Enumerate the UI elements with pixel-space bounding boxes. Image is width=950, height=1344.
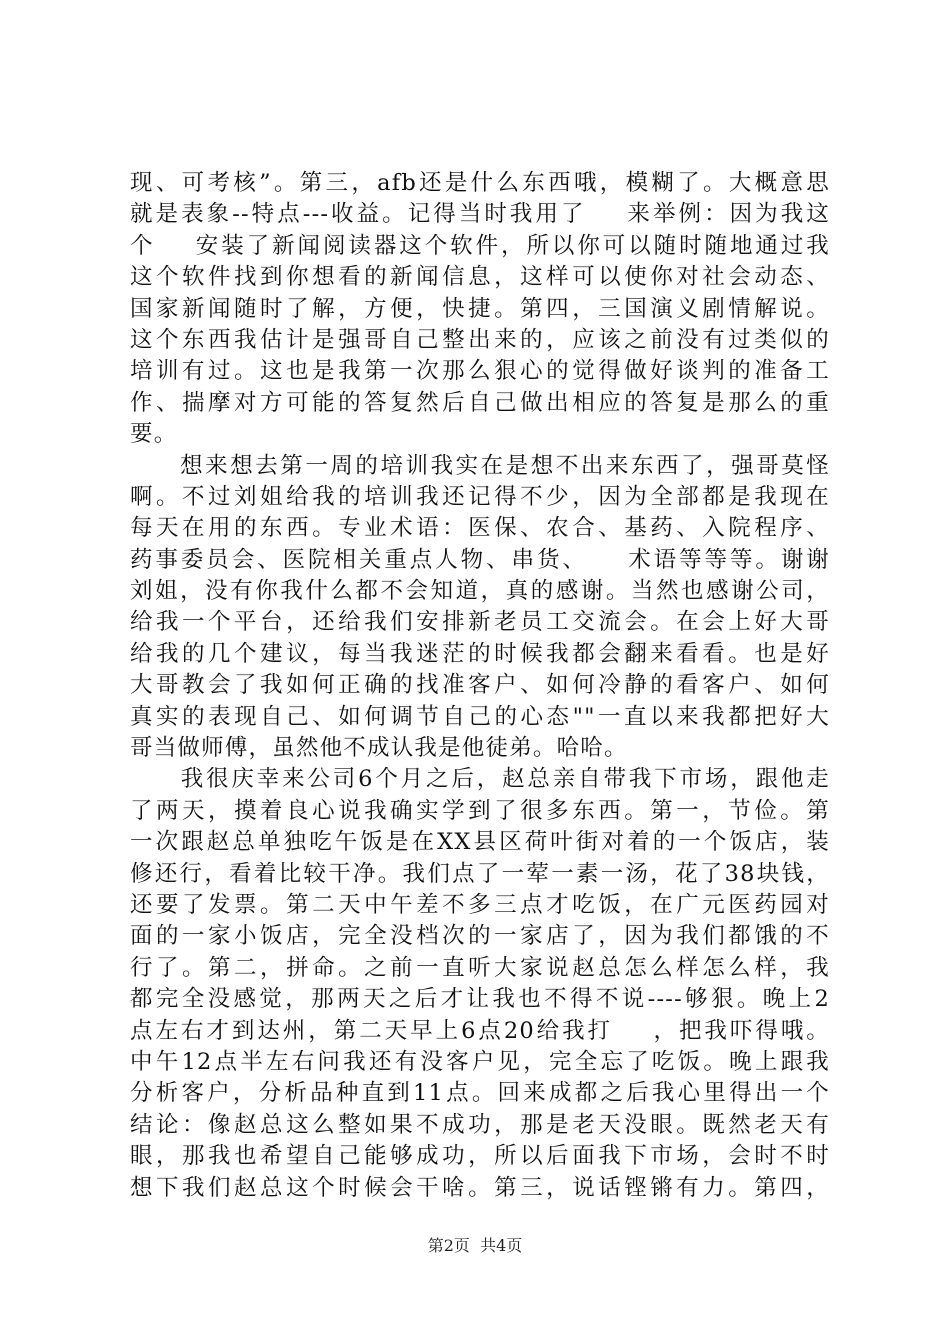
text-line: 培训有过。这也是我第一次那么狠心的觉得做好谈判的准备工 [130,358,830,385]
text-line: 哥当做师傅，虽然他不成认我是他徒弟。哈哈。 [130,735,628,762]
text-line: 面的一家小饭店，完全没档次的一家店了，因为我们都饿的不 [130,923,830,950]
text-line: 修还行，看着比较干净。我们点了一荤一素一汤，花了38块钱， [130,860,830,887]
text-line: 给我的几个建议，每当我迷茫的时候我都会翻来看看。也是好 [130,640,830,667]
text-line: 这个东西我估计是强哥自己整出来的，应该之前没有过类似的 [130,326,830,353]
text-line: 给我一个平台，还给我们安排新老员工交流会。在会上好大哥 [130,609,830,636]
text-line: 这个软件找到你想看的新闻信息，这样可以使你对社会动态、 [130,264,830,291]
text-line: 药事委员会、医院相关重点人物、串货、 术语等等等。谢谢 [130,546,830,573]
text-line: 了两天，摸着良心说我确实学到了很多东西。第一，节俭。第 [130,797,830,824]
text-line: 国家新闻随时了解，方便，快捷。第四，三国演义剧情解说。 [130,295,830,322]
text-line: 都完全没感觉，那两天之后才让我也不得不说----够狠。晚上2 [130,986,830,1013]
text-line: 想下我们赵总这个时候会干啥。第三，说话铿锵有力。第四， [130,1174,830,1201]
text-line: 行了。第二，拼命。之前一直听大家说赵总怎么样怎么样，我 [130,954,830,981]
text-line: 现、可考核”。第三，afb还是什么东西哦，模糊了。大概意思 [130,170,830,196]
text-line: 每天在用的东西。专业术语：医保、农合、基药、入院程序、 [130,515,830,542]
text-line: 点左右才到达州，第二天早上6点20给我打 ，把我吓得哦。 [130,1017,830,1044]
text-line: 要。 [130,421,178,448]
text-line: 刘姐，没有你我什么都不会知道，真的感谢。当然也感谢公司， [130,578,830,605]
text-line: 还要了发票。第二天中午差不多三点才吃饭，在广元医药园对 [130,891,830,918]
text-line: 大哥教会了我如何正确的找准客户、如何冷静的看客户、如何 [130,672,830,699]
text-line: 想来想去第一周的培训我实在是想不出来东西了，强哥莫怪 [130,452,830,479]
text-line: 啊。不过刘姐给我的培训我还记得不少，因为全部都是我现在 [130,483,830,510]
text-line: 眼，那我也希望自己能够成功，所以后面我下市场，会时不时 [130,1143,830,1170]
document-body [130,168,830,1204]
text-line: 我很庆幸来公司6个月之后，赵总亲自带我下市场，跟他走 [130,766,830,793]
text-line: 中午12点半左右问我还有没客户见，完全忘了吃饭。晚上跟我 [130,1048,830,1075]
text-line: 一次跟赵总单独吃午饭是在XX县区荷叶街对着的一个饭店，装 [130,829,830,856]
text-line: 真实的表现自己、如何调节自己的心态""一直以来我都把好大 [130,703,830,730]
text-line: 结论：像赵总这么整如果不成功，那是老天没眼。既然老天有 [130,1111,830,1138]
text-line: 作、揣摩对方可能的答复然后自己做出相应的答复是那么的重 [130,389,830,416]
text-line: 个 安装了新闻阅读器这个软件，所以你可以随时随地通过我 [130,232,830,259]
page-footer: 第2页 共4页 [427,1236,523,1255]
text-line: 就是表象--特点---收益。记得当时我用了 来举例：因为我这 [130,201,830,228]
text-line: 分析客户，分析品种直到11点。回来成都之后我心里得出一个 [130,1080,830,1107]
